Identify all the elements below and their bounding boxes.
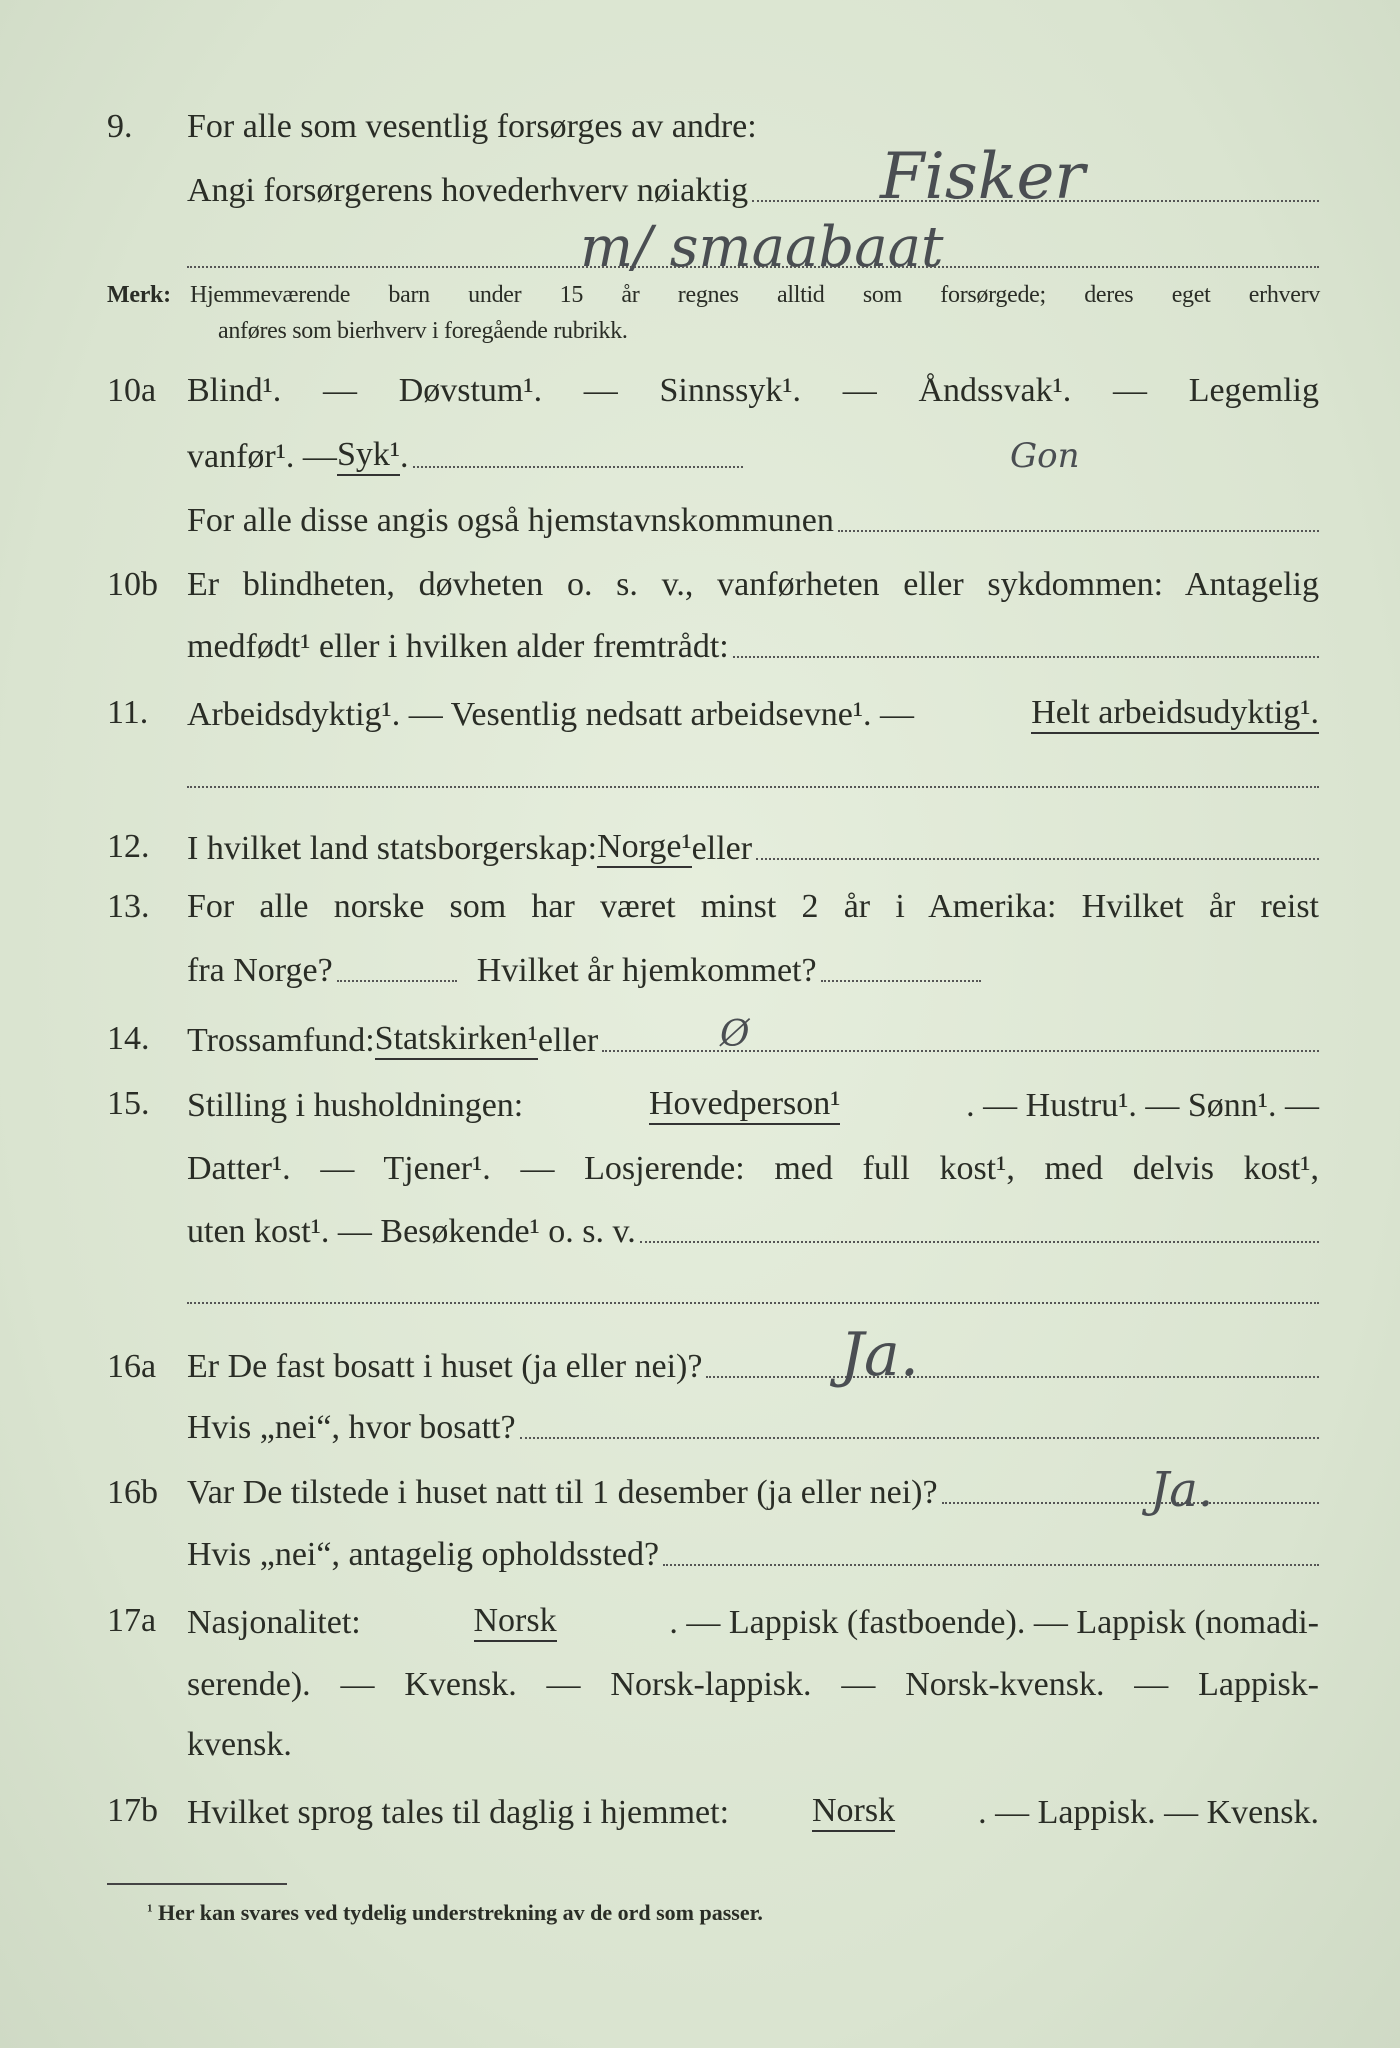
q10b-prompt: medfødt¹ eller i hvilken alder fremtrådt: xyxy=(187,628,729,665)
q17a-line3: kvensk. xyxy=(187,1726,292,1763)
q16b-answer: Ja. xyxy=(1150,1462,1214,1518)
q16a-bosatt: Hvis „nei“, hvor bosatt? xyxy=(187,1409,516,1446)
q17b-prompt: Hvilket sprog tales til daglig i hjemmet: xyxy=(187,1794,730,1831)
merk-line1: Hjemmeværende barn under 15 år regnes alltid som forsørgede; deres eget erhverv xyxy=(190,282,1320,308)
q12-line1 xyxy=(187,828,1319,868)
q10a-hjemstavn: For alle disse angis også hjemstavnskommunen xyxy=(187,502,834,539)
q15-line1 xyxy=(187,1085,1319,1125)
q17b-options: . — Lappisk. — Kvensk. xyxy=(978,1794,1319,1831)
q16b-prompt: Var De tilstede i huset natt til 1 desember (ja eller nei)? xyxy=(187,1474,938,1511)
q16b-number: 16b xyxy=(107,1474,158,1511)
answer-leader xyxy=(733,656,1319,658)
q10a-vanfor: vanfør¹. — xyxy=(187,438,337,475)
q16a-line2 xyxy=(187,1409,1319,1447)
q12-number: 12. xyxy=(107,828,150,865)
q11-options: Arbeidsdyktig¹. — Vesentlig nedsatt arbeidsevne¹. — xyxy=(187,696,915,733)
q10a-syk-underlined: Syk¹ xyxy=(337,436,400,476)
answer-leader xyxy=(821,980,981,982)
q12-selected-norge: Norge¹ xyxy=(597,828,692,868)
q16b-opholdssted: Hvis „nei“, antagelig opholdssted? xyxy=(187,1536,660,1573)
answer-rule xyxy=(187,266,1319,268)
q12-eller: eller xyxy=(691,830,753,867)
merk-line2: anføres som bierhverv i foregående rubrikk. xyxy=(218,318,628,344)
answer-leader xyxy=(663,1564,1319,1566)
q10a-number: 10a xyxy=(107,372,157,409)
q16a-answer: Ja. xyxy=(840,1320,919,1390)
answer-leader xyxy=(520,1437,1319,1439)
answer-leader xyxy=(942,1502,1319,1504)
answer-rule xyxy=(187,1302,1319,1304)
footnote-text: Her kan svares ved tydelig understrekning av de ord som passer. xyxy=(158,1900,763,1925)
q15-selected-hovedperson: Hovedperson¹ xyxy=(649,1085,840,1125)
answer-leader xyxy=(413,466,743,468)
q11-line1 xyxy=(187,694,1319,734)
answer-leader xyxy=(838,530,1319,532)
q10b-line1: Er blindheten, døvheten o. s. v., vanførheten eller sykdommen: Antagelig xyxy=(187,566,1319,603)
answer-leader xyxy=(706,1376,1319,1378)
q10a-dot: . xyxy=(400,438,409,475)
merk-label: Merk: xyxy=(107,282,171,308)
q9-text: For alle som vesentlig forsørges av andre: xyxy=(187,108,757,145)
q14-number: 14. xyxy=(107,1020,150,1057)
q16b-line2 xyxy=(187,1536,1319,1574)
footnote-rule xyxy=(107,1883,287,1885)
answer-leader xyxy=(602,1050,1319,1052)
q15-prompt: Stilling i husholdningen: xyxy=(187,1087,524,1124)
q17a-selected-norsk: Norsk xyxy=(474,1602,557,1642)
q13-line2 xyxy=(187,952,1319,990)
q9-line2 xyxy=(187,172,1319,210)
q10a-line3 xyxy=(187,502,1319,540)
q13-number: 13. xyxy=(107,888,150,925)
q11-selected-option: Helt arbeidsudyktig¹. xyxy=(1031,694,1319,734)
q17b-line1 xyxy=(187,1792,1319,1832)
q17a-options: . — Lappisk (fastboende). — Lappisk (nomadi- xyxy=(669,1604,1319,1641)
q12-prompt: I hvilket land statsborgerskap: xyxy=(187,830,598,867)
q16a-number: 16a xyxy=(107,1348,157,1385)
q15-number: 15. xyxy=(107,1085,150,1122)
q14-selected-statskirken: Statskirken¹ xyxy=(375,1020,538,1060)
q14-prompt: Trossamfund: xyxy=(187,1022,375,1059)
q17b-number: 17b xyxy=(107,1792,158,1829)
q15-line2: Datter¹. — Tjener¹. — Losjerende: med full kost¹, med delvis kost¹, xyxy=(187,1150,1319,1187)
q9-line1 xyxy=(187,108,1319,146)
q10a-answer: Gon xyxy=(1010,436,1080,476)
q17a-number: 17a xyxy=(107,1602,157,1639)
q13-reist: fra Norge? xyxy=(187,952,333,989)
q10b-number: 10b xyxy=(107,566,158,603)
footnote xyxy=(147,1900,763,1926)
q15-line3 xyxy=(187,1213,1319,1251)
q16a-prompt: Er De fast bosatt i huset (ja eller nei)? xyxy=(187,1348,703,1385)
q10b-line2 xyxy=(187,628,1319,666)
q16a-line1 xyxy=(187,1348,1319,1386)
q17b-selected-norsk: Norsk xyxy=(812,1792,895,1832)
q10a-line2 xyxy=(187,436,1319,476)
q13-line1: For alle norske som har været minst 2 år i Amerika: Hvilket år reist xyxy=(187,888,1319,925)
answer-leader xyxy=(337,980,457,982)
footnote-mark: 1 xyxy=(147,1902,153,1915)
q9-prompt: Angi forsørgerens hovederhverv nøiaktig xyxy=(187,172,749,209)
q11-number: 11. xyxy=(107,694,149,731)
answer-rule xyxy=(187,786,1319,788)
q14-line1 xyxy=(187,1020,1319,1060)
q9-number: 9. xyxy=(107,108,133,145)
q13-hjemkommet: Hvilket år hjemkommet? xyxy=(476,952,817,989)
q15-options-end: uten kost¹. — Besøkende¹ o. s. v. xyxy=(187,1213,636,1250)
q14-eller: eller xyxy=(537,1022,599,1059)
q9-answer-detail: m/ smaabaat xyxy=(580,215,944,280)
answer-leader xyxy=(756,858,1319,860)
q17a-prompt: Nasjonalitet: xyxy=(187,1604,361,1641)
q10a-line1: Blind¹. — Døvstum¹. — Sinnssyk¹. — Åndssvak¹. — Legemlig xyxy=(187,372,1319,409)
q9-answer-occupation: Fisker xyxy=(880,140,1085,214)
q15-options: . — Hustru¹. — Sønn¹. — xyxy=(966,1087,1319,1124)
q17a-line1 xyxy=(187,1602,1319,1642)
q17a-line2: serende). — Kvensk. — Norsk-lappisk. — Norsk-kvensk. — Lappisk- xyxy=(187,1666,1319,1703)
q14-answer: Ø xyxy=(720,1014,750,1055)
answer-leader xyxy=(640,1241,1319,1243)
